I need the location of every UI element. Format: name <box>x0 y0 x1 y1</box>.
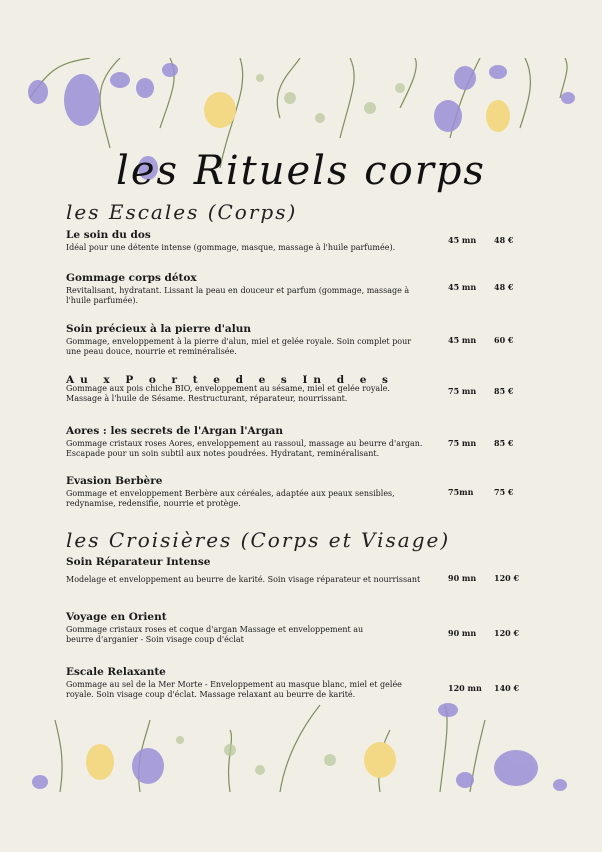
menu-item <box>66 666 536 700</box>
item-description: Gommage cristaux roses et coque d'argan Massage et enveloppement au beurre d'arganier - Soin visage coup d'éclat <box>66 625 364 644</box>
item-name: Au x P o r t e d e s In d e s <box>66 374 394 386</box>
item-name: Gommage corps détox <box>66 272 197 284</box>
menu-item <box>66 611 536 645</box>
section-title-escales: les Escales (Corps) <box>66 200 298 224</box>
item-duration: 45 mn <box>448 335 477 345</box>
item-duration: 45 mn <box>448 235 477 245</box>
item-price: 48 € <box>494 235 514 245</box>
menu-item <box>66 556 536 585</box>
item-duration: 75mn <box>448 487 474 497</box>
item-description: Revitalisant, hydratant. Lissant la peau en douceur et parfum (gommage, massage à l'huile parfumée). <box>66 286 410 305</box>
menu-item <box>66 374 536 404</box>
item-price: 140 € <box>494 683 520 693</box>
item-duration: 75 mn <box>448 386 477 396</box>
section-title-croisieres: les Croisières (Corps et Visage) <box>66 528 451 552</box>
item-duration: 90 mn <box>448 628 477 638</box>
item-description: Gommage cristaux roses Aores, enveloppement au rassoul, massage au beurre d'argan. Escapade pour un soin subtil aux notes poudrées. Hydratant, reminéralisant. <box>66 439 423 458</box>
item-name: Escale Relaxante <box>66 666 166 678</box>
item-description: Gommage au sel de la Mer Morte - Enveloppement au masque blanc, miel et gelée royale. Soin visage coup d'éclat. Massage relaxant au beurre de karité. <box>66 680 402 699</box>
item-duration: 75 mn <box>448 438 477 448</box>
menu-item <box>66 425 536 459</box>
item-description: Gommage et enveloppement Berbère aux céréales, adaptée aux peaux sensibles, redynamise, redensifie, nourrie et protège. <box>66 489 395 508</box>
item-price: 120 € <box>494 573 520 583</box>
item-price: 85 € <box>494 386 514 396</box>
item-description: Gommage, enveloppement à la pierre d'alun, miel et gelée royale. Soin complet pour une peau douce, nourrie et reminéralisée. <box>66 337 412 356</box>
item-price: 120 € <box>494 628 520 638</box>
item-description: Gommage aux pois chiche BIO, enveloppement au sésame, miel et gelée royale. Massage à l'huile de Sésame. Restructurant, réparateur, nourrissant. <box>66 384 390 403</box>
item-duration: 45 mn <box>448 282 477 292</box>
menu-item <box>66 272 536 306</box>
menu-item <box>66 323 536 357</box>
item-duration: 120 mn <box>448 683 482 693</box>
item-name: Evasion Berbère <box>66 475 163 487</box>
item-name: Voyage en Orient <box>66 611 167 623</box>
item-price: 85 € <box>494 438 514 448</box>
item-description: Idéal pour une détente intense (gommage, masque, massage à l'huile parfumée). <box>66 243 396 252</box>
item-description: Modelage et enveloppement au beurre de karité. Soin visage réparateur et nourrissant <box>66 575 421 584</box>
item-name: Soin Réparateur Intense <box>66 556 211 568</box>
menu-item <box>66 475 536 509</box>
item-name: Soin précieux à la pierre d'alun <box>66 323 251 335</box>
menu-item <box>66 229 536 253</box>
item-name: Aores : les secrets de l'Argan l'Argan <box>66 425 283 437</box>
item-price: 60 € <box>494 335 514 345</box>
item-duration: 90 mn <box>448 573 477 583</box>
item-price: 48 € <box>494 282 514 292</box>
item-name: Le soin du dos <box>66 229 151 241</box>
floral-border-bottom <box>20 700 582 792</box>
page-title: les Rituels corps <box>116 148 486 194</box>
item-price: 75 € <box>494 487 514 497</box>
